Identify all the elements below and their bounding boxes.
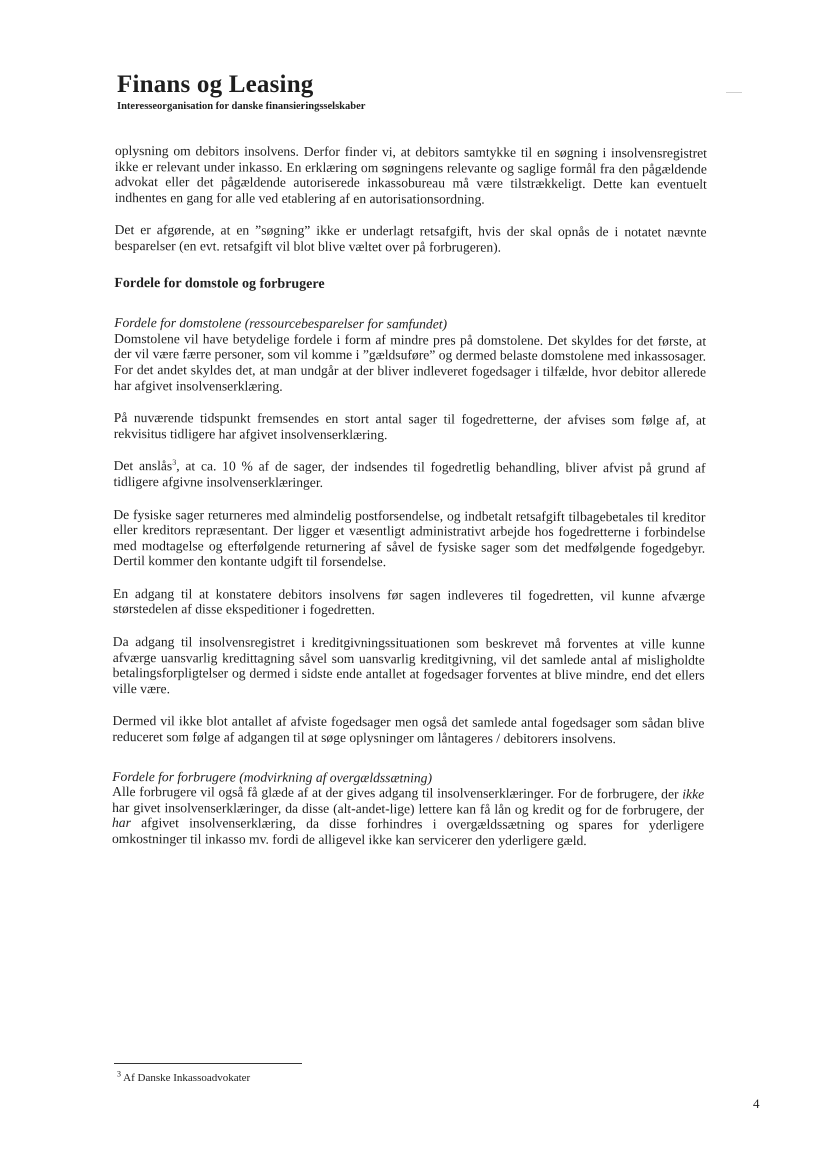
section-heading: Fordele for domstole og forbrugere: [114, 275, 325, 292]
paragraph-3: Domstolene vil have betydelige fordele i form af mindre pres på domstolene. Det skyldes for det første, at der vil være færre personer, som vil komme i ”gældsuføre” og dermed belaste domstolene med inkassosager. For det andet skyldes det, at man undgår at der bliver indleveret fogedsager i tilfælde, hvor debitor allerede har afgivet insolvenserklæring.: [113, 330, 707, 394]
subheading-domstole: Fordele for domstolene (ressourcebesparelser for samfundet): [114, 315, 448, 332]
org-subtitle: Interesseorganisation for danske finansieringsselskaber: [117, 101, 366, 112]
paragraph-6: De fysiske sager returneres med almindelig postforsendelse, og indbetalt retsafgift tilbagebetales til kreditor eller kreditors repræsentant. Der ligger et væsentligt administrativt arbejde hos fogedretterne i forbindelse med modtagelse og efterfølgende returnering af såvel de fysiske sager som det medfølgende fogedgebyr. Dertil kommer den kontante udgift til forsendelse.: [113, 506, 706, 570]
footnote-marker: 3: [117, 1069, 121, 1079]
paragraph-4: På nuværende tidspunkt fremsendes en stort antal sager til fogedretterne, der afvises som følge af, at rekvisitus tidligere har afgivet insolvenserklæring.: [113, 410, 706, 442]
paragraph-10-part-c: afgivet insolvenserklæring, da disse forhindres i overgældssætning og spares for yderligere omkostninger til inkasso mv. fordi de alligevel ikke kan servicerer den yderligere gæld.: [111, 815, 705, 849]
emphasis-ikke: ikke: [682, 786, 705, 802]
paragraph-5-rest: , at ca. 10 % af de sager, der indsendes til fogedretlig behandling, bliver afvist på grund af tidligere afgivne insolvenserklæringer.: [113, 458, 706, 490]
paragraph-9: Dermed vil ikke blot antallet af afviste fogedsager men også det samlede antal fogedsager som sådan blive reduceret som følge af adgangen til at søge oplysninger om låntageres / debitorers insolvens.: [112, 713, 705, 747]
org-name: Finans og Leasing: [117, 71, 314, 98]
scan-mark: [726, 92, 742, 93]
page-number: 4: [753, 1096, 760, 1111]
paragraph-10-part-b: har givet insolvenserklæringer, da disse (alt-andet-lige) lettere kan få lån og kredit og for de forbrugere, der: [112, 799, 705, 818]
paragraph-5: [113, 458, 705, 492]
body-text: [112, 143, 707, 849]
paragraph-7: En adgang til at konstatere debitors insolvens før sagen indleveres til fogedretten, vil kunne afværge størstedelen af disse ekspeditioner i fogedretten.: [112, 585, 706, 618]
paragraph-2: Det er afgørende, at en ”søgning” ikke er underlagt retsafgift, hvis der skal opnås de i notatet nævnte besparelser (en evt. retsafgift vil blot blive væltet over på forbrugeren).: [114, 222, 707, 255]
footnote: [117, 1069, 251, 1085]
footnote-text: Af Danske Inkassoadvokater: [121, 1072, 251, 1084]
paragraph-10-part-a: Alle forbrugere vil også få glæde af at der gives adgang til insolvenserklæringer. For de forbrugere, der: [112, 784, 683, 802]
paragraph-8: Da adgang til insolvensregistret i kreditgivningssituationen som beskrevet må forventes at ville kunne afværge uansvarlig kredittagning såvel som uansvarlig kreditgivning, vil det samlede antal af misligholdte betalingsforpligtelser og dermed i sidste ende antallet at fogedsager forventes at blive mindre, end det ellers ville være.: [112, 634, 705, 697]
footnote-ref: 3: [172, 458, 177, 468]
paragraph-10: [112, 784, 704, 849]
paragraph-5-start: Det anslås: [113, 458, 173, 474]
emphasis-har: har: [112, 815, 131, 831]
subheading-forbrugere: Fordele for forbrugere (modvirkning af overgældssætning): [112, 768, 433, 786]
paragraph-1: oplysning om debitors insolvens. Derfor finder vi, at debitors samtykke til en søgning i insolvensregistret ikke er relevant under inkasso. En erklæring om søgningens relevante og saglige formål fra den pågældende advokat eller det pågældende autoriserede inkassobureau må være tilstrækkeligt. Dette kan eventuelt indhentes en gang for alle ved etablering af en autorisationsordning.: [114, 143, 707, 207]
footnote-divider: [114, 1063, 302, 1064]
letterhead: [117, 70, 365, 114]
